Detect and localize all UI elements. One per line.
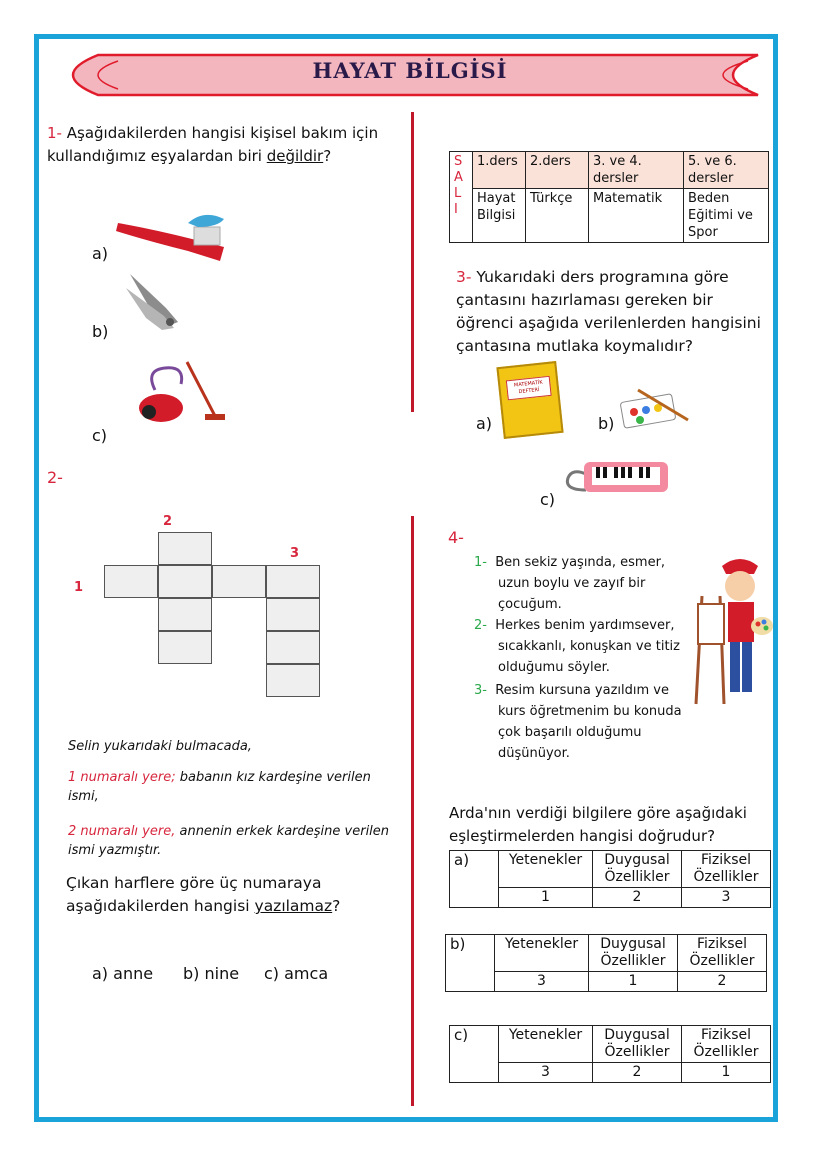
toothbrush-icon[interactable] — [112, 205, 232, 267]
grid-cell[interactable] — [104, 565, 158, 598]
q2-option-b[interactable]: b) nine — [183, 964, 240, 983]
q4-statement-1: 1- Ben sekiz yaşında, esmer, uzun boylu ve zayıf bir çocuğum. — [474, 555, 666, 612]
table-cell: 3 — [499, 1063, 593, 1083]
answer-table-b[interactable] — [445, 934, 767, 992]
table-cell: 1 — [682, 1063, 771, 1083]
day-cell: S A L I — [450, 152, 473, 243]
table-row — [446, 972, 767, 992]
table-header: Yetenekler — [495, 935, 589, 972]
table-header: Fiziksel Özellikler — [682, 1026, 771, 1063]
table-cell: 1 — [589, 972, 678, 992]
q3-number: 3- — [456, 268, 472, 286]
q3-option-a[interactable]: a) — [476, 414, 493, 433]
table-cell: 3 — [495, 972, 589, 992]
grid-label-3: 3 — [290, 546, 300, 561]
q4-statement-3: 3- Resim kursuna yazıldım ve kurs öğretmenim bu konuda çok başarılı olduğumu düşünüyor. — [474, 683, 682, 761]
q2-text-1: 1 numaralı yere; babanın kız kardeşine verilen ismi, — [68, 770, 371, 804]
q2-question: Çıkan harflere göre üç numaraya aşağıdakilerden hangisi yazılamaz? — [66, 874, 341, 915]
schedule-cell: Hayat Bilgisi — [473, 189, 526, 243]
table-option-label: a) — [450, 851, 499, 908]
q3-option-c[interactable]: c) — [540, 490, 556, 509]
schedule-cell: Beden Eğitimi ve Spor — [684, 189, 769, 243]
melodica-icon[interactable] — [562, 458, 672, 500]
q1-option-b[interactable]: b) — [92, 322, 109, 341]
table-header: Fiziksel Özellikler — [678, 935, 767, 972]
grid-cell[interactable] — [158, 631, 212, 664]
table-row — [446, 935, 767, 972]
notebook-label: MATEMATİK DEFTERİ — [506, 376, 552, 400]
table-header: Duygusal Özellikler — [589, 935, 678, 972]
schedule-header: 1.ders — [473, 152, 526, 189]
grid-cell[interactable] — [266, 565, 320, 598]
table-row — [450, 851, 771, 888]
q2-option-a[interactable]: a) anne — [92, 964, 154, 983]
q1-number: 1- — [47, 124, 62, 142]
schedule-header: 5. ve 6. dersler — [684, 152, 769, 189]
schedule-header-row — [450, 152, 769, 189]
q2-text-2: 2 numaralı yere, annenin erkek kardeşine verilen ismi yazmıştır. — [68, 824, 390, 858]
schedule-header: 2.ders — [526, 152, 589, 189]
table-header: Duygusal Özellikler — [593, 1026, 682, 1063]
vacuum-cleaner-icon[interactable] — [135, 360, 230, 425]
nail-clipper-icon[interactable] — [120, 268, 190, 332]
q4-question: Arda'nın verdiği bilgilere göre aşağıdaki eşleştirmelerden hangisi doğrudur? — [449, 804, 747, 845]
table-cell: 1 — [499, 888, 593, 908]
table-cell: 2 — [593, 888, 682, 908]
q1-option-c[interactable]: c) — [92, 426, 108, 445]
grid-cell[interactable] — [266, 631, 320, 664]
table-header: Fiziksel Özellikler — [682, 851, 771, 888]
page-title: HAYAT BİLGİSİ — [312, 58, 508, 83]
table-row — [450, 1063, 771, 1083]
schedule-header: 3. ve 4. dersler — [589, 152, 684, 189]
answer-table-a[interactable] — [449, 850, 771, 908]
table-cell: 2 — [593, 1063, 682, 1083]
table-row — [450, 1026, 771, 1063]
q4-number: 4- — [448, 528, 464, 547]
column-divider-bottom — [411, 516, 414, 1106]
grid-label-2: 2 — [163, 514, 173, 529]
q2-text-intro: Selin yukarıdaki bulmacada, — [68, 739, 252, 754]
q1-question: 1- Aşağıdakilerden hangisi kişisel bakım için kullandığımız eşyalardan biri değildir? — [47, 124, 379, 165]
q4-statement-2: 2- Herkes benim yardımsever, sıcakkanlı, konuşkan ve titiz olduğumu söyler. — [474, 618, 680, 675]
grid-cell[interactable] — [212, 565, 266, 598]
table-option-label: b) — [446, 935, 495, 992]
table-header: Yetenekler — [499, 1026, 593, 1063]
column-divider-top — [411, 112, 414, 412]
table-option-label: c) — [450, 1026, 499, 1083]
notebook-icon[interactable] — [496, 361, 563, 439]
grid-cell[interactable] — [158, 598, 212, 631]
q1-option-a[interactable]: a) — [92, 244, 109, 263]
schedule-cell: Matematik — [589, 189, 684, 243]
answer-table-c[interactable] — [449, 1025, 771, 1083]
q2-option-c[interactable]: c) amca — [264, 964, 329, 983]
q3-option-b[interactable]: b) — [598, 414, 615, 433]
grid-cell[interactable] — [158, 532, 212, 565]
table-cell: 3 — [682, 888, 771, 908]
painter-boy-icon — [694, 556, 776, 706]
table-header: Yetenekler — [499, 851, 593, 888]
paint-palette-icon[interactable] — [618, 384, 693, 432]
q3-question: 3- Yukarıdaki ders programına göre çantasını hazırlaması gereken bir öğrenci aşağıda verilenlerden hangisini çantasına mutlaka koymalıdır? — [456, 268, 761, 355]
q2-number: 2- — [47, 468, 63, 487]
schedule-row — [450, 189, 769, 243]
table-header: Duygusal Özellikler — [593, 851, 682, 888]
table-cell: 2 — [678, 972, 767, 992]
schedule-table — [449, 151, 769, 243]
grid-cell[interactable] — [266, 598, 320, 631]
schedule-cell: Türkçe — [526, 189, 589, 243]
table-row — [450, 888, 771, 908]
grid-label-1: 1 — [74, 580, 84, 595]
grid-cell[interactable] — [158, 565, 212, 598]
grid-cell[interactable] — [266, 664, 320, 697]
